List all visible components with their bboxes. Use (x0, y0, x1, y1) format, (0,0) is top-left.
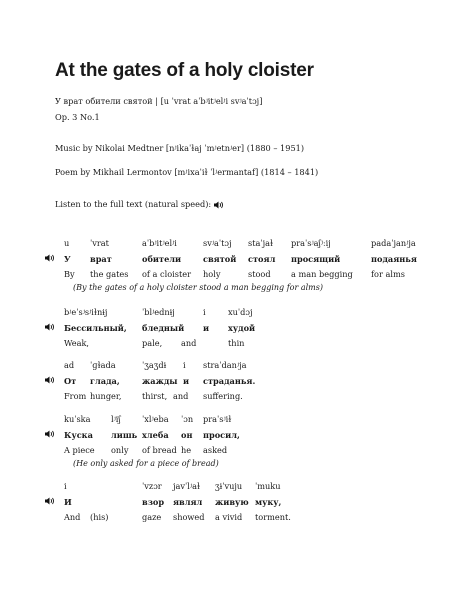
russian-word: и (203, 323, 210, 333)
speaker-icon[interactable] (45, 430, 55, 438)
english-word: Weak, (64, 338, 90, 348)
ipa-word: praˈsʲaʃʲːij (291, 238, 331, 248)
ipa-word: ˈxlʲeba (142, 414, 169, 424)
english-word: of bread (142, 445, 177, 455)
english-word: asked (203, 445, 228, 455)
ipa-word: xuˈdɔj (228, 307, 253, 317)
english-word: and (173, 391, 189, 401)
ipa-word: u (64, 238, 70, 248)
music-credit: Music by Nikolai Medtner [nʲikaˈɫaj ˈmʲetnʲer] (1880 – 1951) (55, 143, 305, 153)
speaker-icon[interactable] (45, 254, 55, 262)
russian-word: живую (215, 497, 249, 507)
english-word: From (64, 391, 87, 401)
russian-word: являл (173, 497, 203, 507)
russian-word: лишь (111, 430, 138, 440)
ipa-word: staˈjaɫ (248, 238, 274, 248)
english-word: only (111, 445, 129, 455)
russian-word: взор (142, 497, 165, 507)
russian-word: Бессильный, (64, 323, 127, 333)
russian-word: муку, (255, 497, 282, 507)
english-word: stood (248, 269, 271, 279)
english-word: and (181, 338, 197, 348)
russian-word: просил, (203, 430, 240, 440)
russian-word: От (64, 376, 77, 386)
russian-word: глада, (90, 376, 120, 386)
english-word: pale, (142, 338, 163, 348)
english-word: (his) (90, 512, 109, 522)
russian-word: худой (228, 323, 256, 333)
listen-full-text (55, 199, 224, 209)
opus-number: Op. 3 No.1 (55, 112, 100, 122)
ipa-word: svʲaˈtɔj (203, 238, 232, 248)
ipa-word: kuˈska (64, 414, 91, 424)
ipa-word: ad (64, 360, 75, 370)
speaker-icon[interactable] (45, 323, 55, 331)
translation: (By the gates of a holy cloister stood a man begging for alms) (73, 283, 323, 292)
subtitle: У врат обители святой | [u ˈvrat aˈbʲitʲelʲi svʲaˈtɔj] (55, 96, 263, 106)
russian-word: жажды (142, 376, 178, 386)
russian-word: Куска (64, 430, 93, 440)
english-word: torment. (255, 512, 291, 522)
russian-word: он (181, 430, 193, 440)
speaker-icon[interactable] (45, 376, 55, 384)
ipa-word: ˈɡɫada (90, 360, 116, 370)
ipa-word: padaˈjanʲja (371, 238, 416, 248)
russian-word: просящий (291, 254, 341, 264)
ipa-word: i (183, 360, 186, 370)
russian-word: врат (90, 254, 112, 264)
russian-word: бледный (142, 323, 185, 333)
translation: (He only asked for a piece of bread) (73, 459, 219, 468)
english-word: he (181, 445, 192, 455)
listen-label: Listen to the full text (natural speed): (55, 199, 212, 209)
russian-word: страданья. (203, 376, 256, 386)
english-word: A piece (64, 445, 95, 455)
ipa-word: ˈblʲednɨj (142, 307, 175, 317)
english-word: showed (173, 512, 205, 522)
english-word: a vivid (215, 512, 243, 522)
ipa-word: aˈbʲitʲelʲi (142, 238, 177, 248)
ipa-word: i (64, 481, 67, 491)
ipa-word: ˈvzɔr (142, 481, 162, 491)
english-word: gaze (142, 512, 162, 522)
russian-word: подаянья (371, 254, 417, 264)
ipa-word: i (203, 307, 206, 317)
russian-word: У (64, 254, 71, 264)
english-word: And (64, 512, 81, 522)
ipa-word: ˈmuku (255, 481, 281, 491)
russian-word: обители (142, 254, 182, 264)
english-word: By (64, 269, 75, 279)
poem-credit: Poem by Mikhail Lermontov [mʲixaˈiɫ ˈlʲermantaf] (1814 – 1841) (55, 167, 319, 177)
english-word: a man begging (291, 269, 353, 279)
ipa-word: ˈʒaʒdɨ (142, 360, 167, 370)
speaker-icon[interactable] (214, 201, 224, 209)
speaker-icon[interactable] (45, 497, 55, 505)
english-word: of a cloister (142, 269, 192, 279)
english-word: thin (228, 338, 245, 348)
english-word: thirst, (142, 391, 168, 401)
ipa-word: praˈsʲiɫ (203, 414, 232, 424)
russian-word: святой (203, 254, 237, 264)
russian-word: и (183, 376, 190, 386)
russian-word: И (64, 497, 72, 507)
english-word: holy (203, 269, 221, 279)
ipa-word: ʒɨˈvuju (215, 481, 243, 491)
english-word: hunger, (90, 391, 122, 401)
ipa-word: ˈvrat (90, 238, 109, 248)
page-title: At the gates of a holy cloister (55, 60, 314, 81)
ipa-word: lʲiʃ (111, 414, 121, 424)
english-word: for alms (371, 269, 405, 279)
ipa-word: bʲeˈsʲsʲiɫnɨj (64, 307, 108, 317)
russian-word: хлеба (142, 430, 169, 440)
russian-word: стоял (248, 254, 276, 264)
english-word: suffering. (203, 391, 243, 401)
english-word: the gates (90, 269, 129, 279)
ipa-word: straˈdanʲja (203, 360, 247, 370)
ipa-word: javˈlʲaɫ (173, 481, 201, 491)
ipa-word: ˈɔn (181, 414, 194, 424)
